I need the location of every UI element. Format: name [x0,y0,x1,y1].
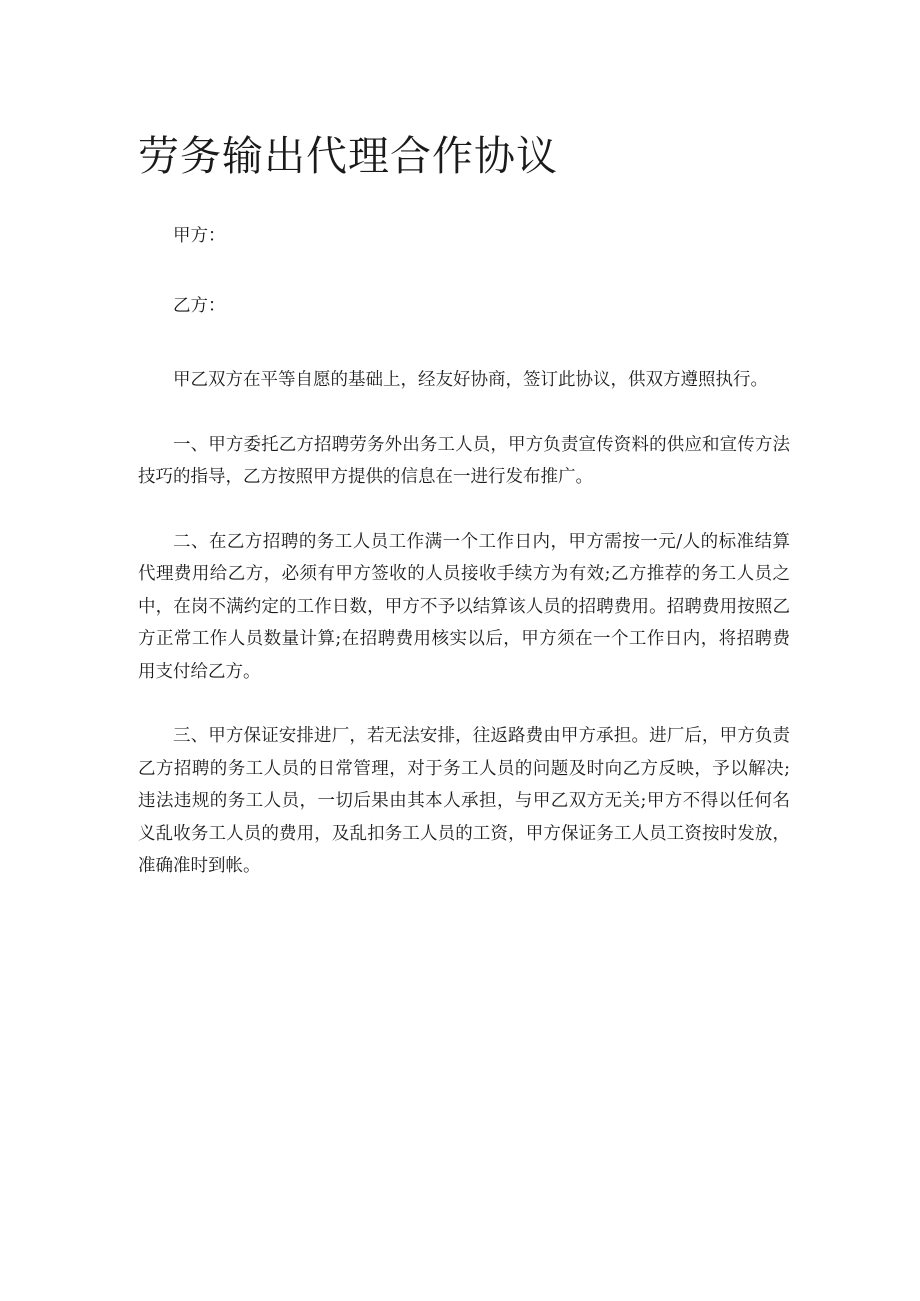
clause-1-paragraph: 一、甲方委托乙方招聘劳务外出务工人员，甲方负责宣传资料的供应和宣传方法技巧的指导，乙方按照甲方提供的信息在一进行发布推广。 [138,434,790,487]
party-b-label: 乙方： [173,296,226,316]
clause-2-paragraph: 二、在乙方招聘的务工人员工作满一个工作日内，甲方需按一元/人的标准结算代理费用给乙方，必须有甲方签收的人员接收手续方为有效;乙方推荐的务工人员之中，在岗不满约定的工作日数，甲方不予以结算该人员的招聘费用。招聘费用按照乙方正常工作人员数量计算;在招聘费用核实以后，甲方须在一个工作日内，将招聘费用支付给乙方。 [138,531,790,682]
agreement-body [138,364,790,883]
party-a-label: 甲方： [173,226,226,246]
intro-paragraph: 甲乙双方在平等自愿的基础上，经友好协商，签订此协议，供双方遵照执行。 [173,370,768,390]
document-title: 劳务输出代理合作协议 [138,132,558,180]
clause-3-paragraph: 三、甲方保证安排进厂，若无法安排，往返路费由甲方承担。进厂后，甲方负责乙方招聘的务工人员的日常管理，对于务工人员的问题及时向乙方反映，予以解决;违法违规的务工人员，一切后果由其本人承担，与甲乙双方无关;甲方不得以任何名义乱收务工人员的费用，及乱扣务工人员的工资，甲方保证务工人员工资按时发放，准确准时到帐。 [138,726,790,876]
